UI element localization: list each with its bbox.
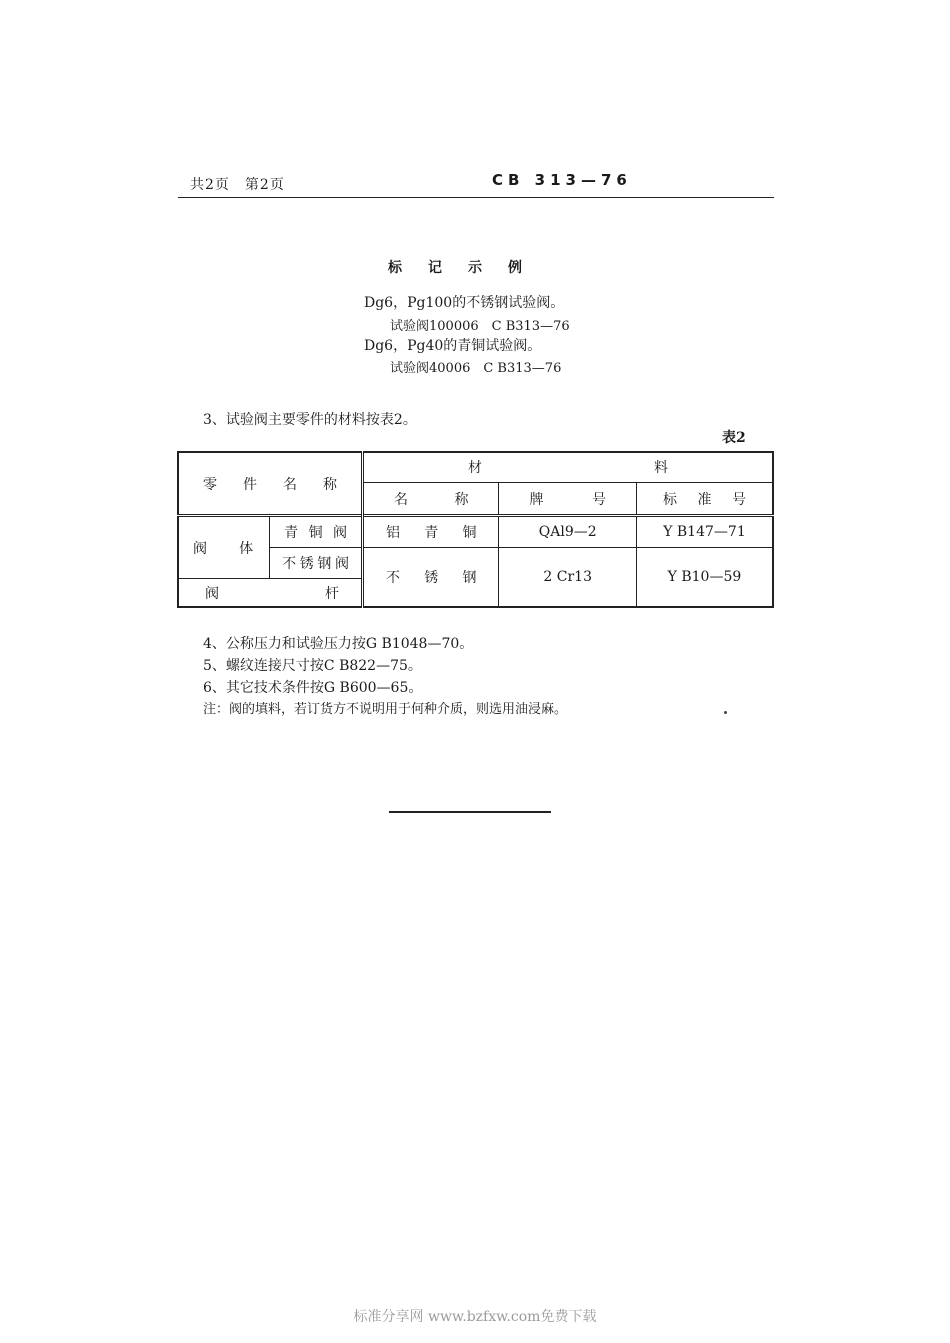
standard-code: CB 313—76: [492, 171, 632, 189]
example-line-3: Dg6，Pg40的青铜试验阀。: [364, 338, 542, 354]
table-label: 表2: [722, 430, 746, 446]
note: 注：阀的填料，若订货方不说明用于何种介质，则选用油浸麻。: [203, 702, 568, 717]
header-material-name: 名 称: [363, 482, 499, 515]
row-stainless-valve: 不 锈 钢 阀: [270, 547, 363, 578]
section-title: 标记示例: [388, 260, 548, 276]
cell-std-1: Y B147—71: [636, 516, 773, 547]
cell-al-bronze: 铝 青 铜: [363, 516, 499, 547]
header-standard-no: 标 准 号: [636, 482, 773, 515]
cell-grade-1: QAl9—2: [499, 516, 636, 547]
clause-3: 3、试验阀主要零件的材料按表2。: [203, 412, 417, 428]
row-valve-stem: 阀 杆: [178, 579, 363, 607]
cell-grade-2: 2 Cr13: [499, 547, 636, 607]
cell-std-2: Y B10—59: [636, 547, 773, 607]
header-part-name: 零 件 名 称: [178, 452, 363, 516]
row-bronze-valve: 青 铜 阀: [270, 516, 363, 547]
scan-speck: [724, 711, 727, 714]
clause-5: 5、螺纹连接尺寸按C B822—75。: [203, 658, 422, 674]
example-line-2: 试验阀100006 C B313—76: [390, 319, 570, 334]
clause-4: 4、公称压力和试验压力按G B1048—70。: [203, 636, 474, 652]
cell-stainless: 不 锈 钢: [363, 547, 499, 607]
example-line-1: Dg6，Pg100的不锈钢试验阀。: [364, 295, 565, 311]
header-grade: 牌 号: [499, 482, 636, 515]
header-material: 材 料: [363, 452, 773, 482]
end-rule: [389, 811, 551, 813]
page-info: 共2页 第2页: [190, 177, 285, 193]
footer-watermark: 标准分享网 www.bzfxw.com免费下载: [353, 1309, 597, 1325]
row-valve-body: 阀 体: [178, 516, 270, 579]
materials-table: [177, 451, 774, 608]
header-rule: [178, 197, 774, 198]
clause-6: 6、其它技术条件按G B600—65。: [203, 680, 423, 696]
example-line-4: 试验阀40006 C B313—76: [390, 361, 562, 376]
